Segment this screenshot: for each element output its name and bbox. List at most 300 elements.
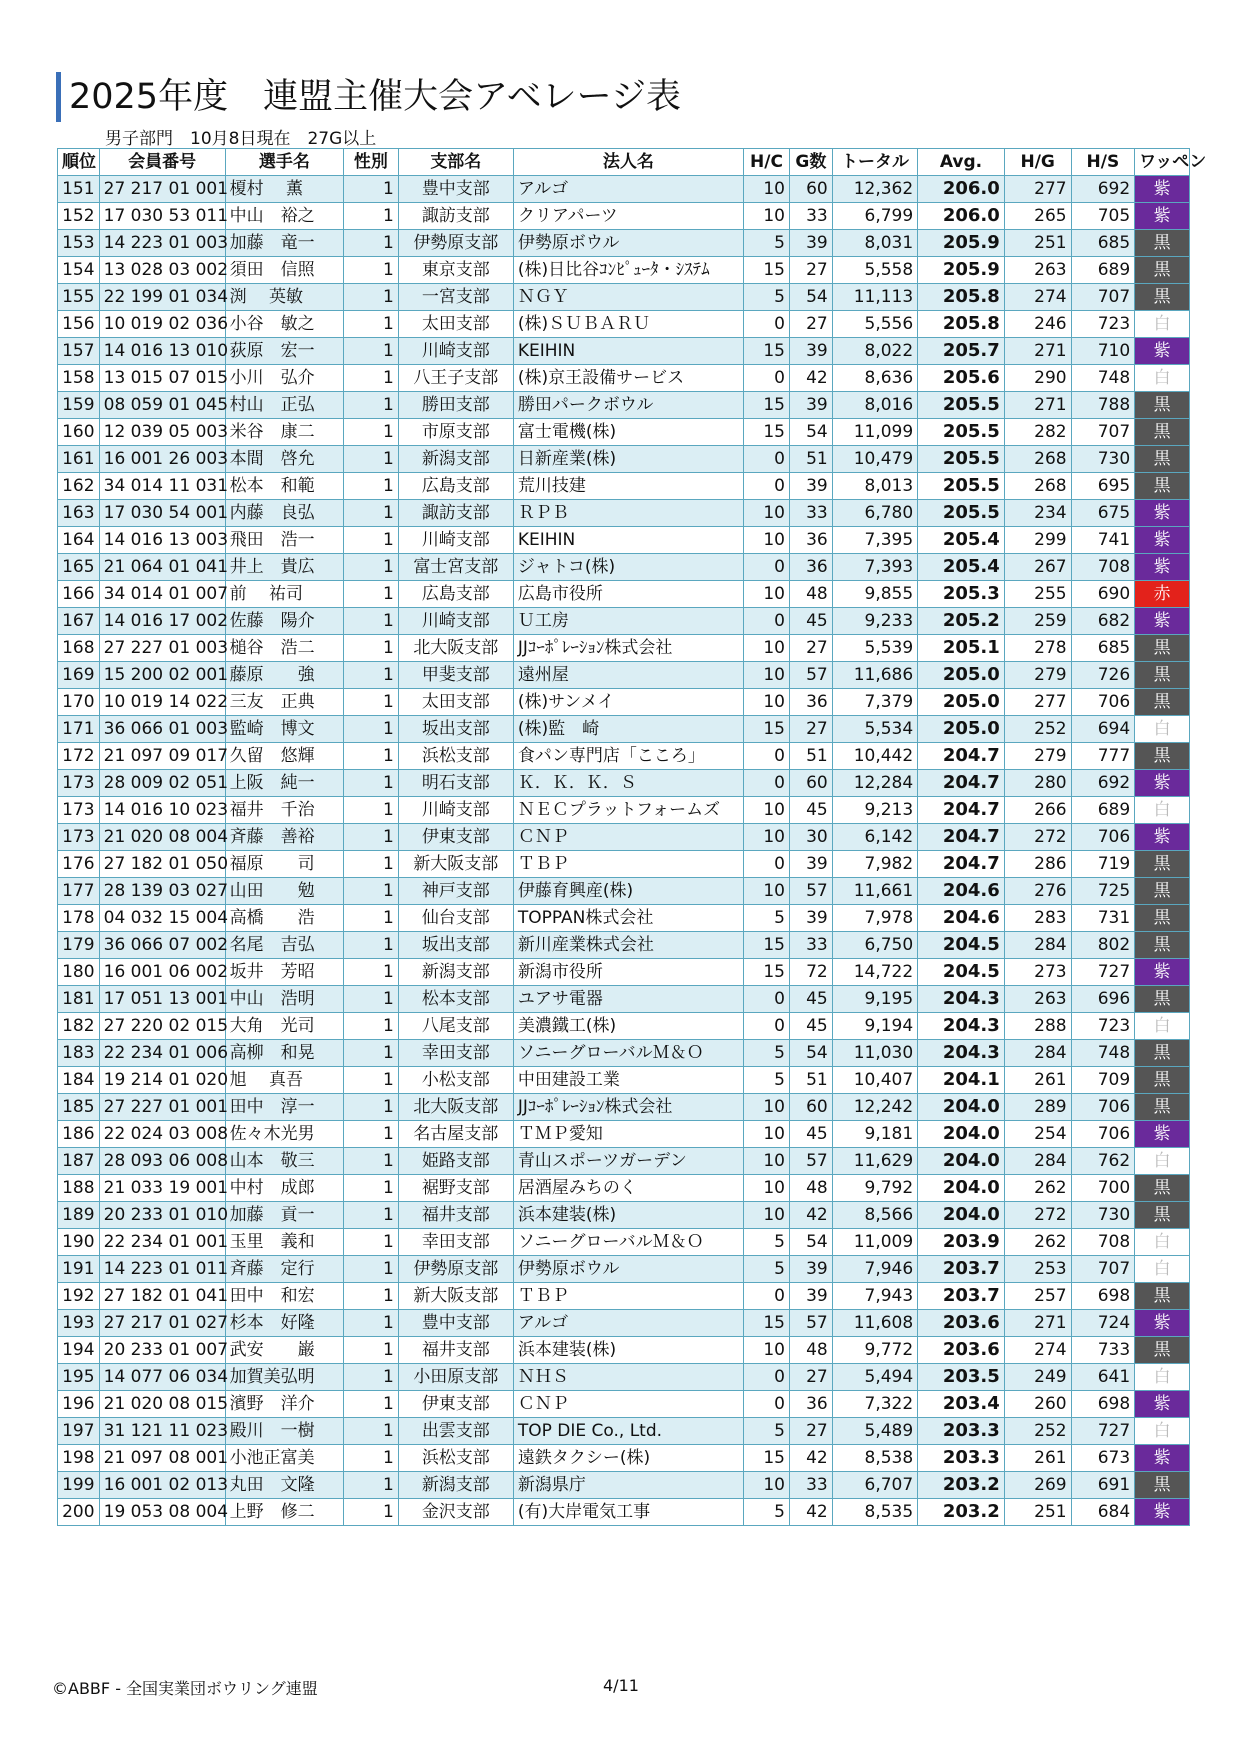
total-cell: 12,242 xyxy=(832,1094,917,1121)
games-cell: 48 xyxy=(789,1337,832,1364)
handicap-cell: 15 xyxy=(743,419,789,446)
player-name-cell: 佐藤 陽介 xyxy=(225,608,343,635)
wappen-badge: 紫 xyxy=(1135,1310,1190,1337)
wappen-badge: 黒 xyxy=(1135,230,1190,257)
high-game-cell: 271 xyxy=(1004,338,1071,365)
company-cell: Ｕ工房 xyxy=(513,608,743,635)
total-cell: 8,535 xyxy=(832,1499,917,1526)
branch-cell: 富士宮支部 xyxy=(398,554,513,581)
high-series-cell: 707 xyxy=(1071,284,1135,311)
company-cell: ＮＥＣプラットフォームズ xyxy=(513,797,743,824)
games-cell: 48 xyxy=(789,1175,832,1202)
high-series-cell: 692 xyxy=(1071,176,1135,203)
average-cell: 205.8 xyxy=(918,311,1005,338)
table-row xyxy=(58,392,1190,419)
gender-cell: 1 xyxy=(344,1283,399,1310)
average-cell: 205.7 xyxy=(918,338,1005,365)
rank-cell: 185 xyxy=(58,1094,100,1121)
high-game-cell: 263 xyxy=(1004,986,1071,1013)
high-series-cell: 692 xyxy=(1071,770,1135,797)
gender-cell: 1 xyxy=(344,1229,399,1256)
handicap-cell: 0 xyxy=(743,851,789,878)
high-series-cell: 698 xyxy=(1071,1391,1135,1418)
high-game-cell: 279 xyxy=(1004,662,1071,689)
high-game-cell: 274 xyxy=(1004,284,1071,311)
high-game-cell: 255 xyxy=(1004,581,1071,608)
member-no-cell: 14 223 01 003 xyxy=(99,230,225,257)
branch-cell: 八王子支部 xyxy=(398,365,513,392)
high-game-cell: 286 xyxy=(1004,851,1071,878)
high-series-cell: 698 xyxy=(1071,1283,1135,1310)
average-cell: 205.9 xyxy=(918,257,1005,284)
average-cell: 204.0 xyxy=(918,1094,1005,1121)
high-game-cell: 265 xyxy=(1004,203,1071,230)
member-no-cell: 27 220 02 015 xyxy=(99,1013,225,1040)
player-name-cell: 前 祐司 xyxy=(225,581,343,608)
high-series-cell: 641 xyxy=(1071,1364,1135,1391)
total-cell: 7,379 xyxy=(832,689,917,716)
handicap-cell: 0 xyxy=(743,365,789,392)
branch-cell: 東京支部 xyxy=(398,257,513,284)
player-name-cell: 福井 千治 xyxy=(225,797,343,824)
high-game-cell: 277 xyxy=(1004,689,1071,716)
player-name-cell: 本間 啓允 xyxy=(225,446,343,473)
high-series-cell: 673 xyxy=(1071,1445,1135,1472)
table-row xyxy=(58,284,1190,311)
average-cell: 205.9 xyxy=(918,230,1005,257)
rank-cell: 196 xyxy=(58,1391,100,1418)
rank-cell: 152 xyxy=(58,203,100,230)
company-cell: ＣＮＰ xyxy=(513,824,743,851)
high-game-cell: 290 xyxy=(1004,365,1071,392)
gender-cell: 1 xyxy=(344,608,399,635)
rank-cell: 178 xyxy=(58,905,100,932)
high-game-cell: 278 xyxy=(1004,635,1071,662)
company-cell: TOP DIE Co., Ltd. xyxy=(513,1418,743,1445)
company-cell: ＲＰＢ xyxy=(513,500,743,527)
company-cell: クリアパーツ xyxy=(513,203,743,230)
wappen-badge: 黒 xyxy=(1135,986,1190,1013)
high-series-cell: 748 xyxy=(1071,1040,1135,1067)
games-cell: 33 xyxy=(789,932,832,959)
gender-cell: 1 xyxy=(344,797,399,824)
company-cell: アルゴ xyxy=(513,1310,743,1337)
gender-cell: 1 xyxy=(344,257,399,284)
games-cell: 36 xyxy=(789,527,832,554)
wappen-badge: 白 xyxy=(1135,1256,1190,1283)
gender-cell: 1 xyxy=(344,1040,399,1067)
games-cell: 57 xyxy=(789,1148,832,1175)
company-cell: ＴＢＰ xyxy=(513,851,743,878)
average-cell: 204.3 xyxy=(918,1013,1005,1040)
company-cell: ＣＮＰ xyxy=(513,1391,743,1418)
wappen-badge: 黒 xyxy=(1135,1283,1190,1310)
company-cell: (株)ＳＵＢＡＲＵ xyxy=(513,311,743,338)
wappen-badge: 紫 xyxy=(1135,608,1190,635)
rank-cell: 161 xyxy=(58,446,100,473)
player-name-cell: 加藤 竜一 xyxy=(225,230,343,257)
player-name-cell: 佐々木光男 xyxy=(225,1121,343,1148)
player-name-cell: 高柳 和晃 xyxy=(225,1040,343,1067)
player-name-cell: 斉藤 定行 xyxy=(225,1256,343,1283)
high-game-cell: 251 xyxy=(1004,1499,1071,1526)
high-series-cell: 706 xyxy=(1071,824,1135,851)
total-cell: 11,629 xyxy=(832,1148,917,1175)
high-series-cell: 724 xyxy=(1071,1310,1135,1337)
member-no-cell: 16 001 02 013 xyxy=(99,1472,225,1499)
branch-cell: 太田支部 xyxy=(398,689,513,716)
player-name-cell: 榎村 薫 xyxy=(225,176,343,203)
gender-cell: 1 xyxy=(344,851,399,878)
high-series-cell: 762 xyxy=(1071,1148,1135,1175)
member-no-cell: 21 020 08 004 xyxy=(99,824,225,851)
wappen-badge: 黒 xyxy=(1135,419,1190,446)
games-cell: 45 xyxy=(789,1013,832,1040)
total-cell: 8,636 xyxy=(832,365,917,392)
games-cell: 33 xyxy=(789,500,832,527)
handicap-cell: 5 xyxy=(743,1067,789,1094)
high-game-cell: 282 xyxy=(1004,419,1071,446)
company-cell: 食パン専門店「こころ」 xyxy=(513,743,743,770)
gender-cell: 1 xyxy=(344,1202,399,1229)
games-cell: 48 xyxy=(789,581,832,608)
high-game-cell: 284 xyxy=(1004,1148,1071,1175)
member-no-cell: 27 227 01 001 xyxy=(99,1094,225,1121)
member-no-cell: 28 093 06 008 xyxy=(99,1148,225,1175)
high-game-cell: 268 xyxy=(1004,446,1071,473)
branch-cell: 仙台支部 xyxy=(398,905,513,932)
wappen-badge: 黒 xyxy=(1135,1337,1190,1364)
gender-cell: 1 xyxy=(344,878,399,905)
total-cell: 8,538 xyxy=(832,1445,917,1472)
company-cell: ＮＨＳ xyxy=(513,1364,743,1391)
player-name-cell: 玉里 義和 xyxy=(225,1229,343,1256)
games-cell: 45 xyxy=(789,797,832,824)
member-no-cell: 17 030 54 001 xyxy=(99,500,225,527)
gender-cell: 1 xyxy=(344,500,399,527)
total-cell: 8,031 xyxy=(832,230,917,257)
handicap-cell: 10 xyxy=(743,527,789,554)
wappen-badge: 白 xyxy=(1135,311,1190,338)
rank-cell: 193 xyxy=(58,1310,100,1337)
company-cell: 富士電機(株) xyxy=(513,419,743,446)
table-row xyxy=(58,1445,1190,1472)
table-row xyxy=(58,1040,1190,1067)
rank-cell: 198 xyxy=(58,1445,100,1472)
average-cell: 204.6 xyxy=(918,905,1005,932)
branch-cell: 坂出支部 xyxy=(398,716,513,743)
handicap-cell: 0 xyxy=(743,986,789,1013)
wappen-badge: 黒 xyxy=(1135,662,1190,689)
games-cell: 60 xyxy=(789,1094,832,1121)
table-row xyxy=(58,311,1190,338)
player-name-cell: 三友 正典 xyxy=(225,689,343,716)
player-name-cell: 米谷 康二 xyxy=(225,419,343,446)
average-cell: 205.3 xyxy=(918,581,1005,608)
table-row xyxy=(58,1202,1190,1229)
total-cell: 11,099 xyxy=(832,419,917,446)
table-row xyxy=(58,797,1190,824)
company-cell: ジャトコ(株) xyxy=(513,554,743,581)
rank-cell: 166 xyxy=(58,581,100,608)
rank-cell: 168 xyxy=(58,635,100,662)
gender-cell: 1 xyxy=(344,635,399,662)
high-game-cell: 234 xyxy=(1004,500,1071,527)
rank-cell: 151 xyxy=(58,176,100,203)
member-no-cell: 20 233 01 007 xyxy=(99,1337,225,1364)
company-cell: 日新産業(株) xyxy=(513,446,743,473)
player-name-cell: 村山 正弘 xyxy=(225,392,343,419)
wappen-badge: 黒 xyxy=(1135,446,1190,473)
branch-cell: 川崎支部 xyxy=(398,797,513,824)
average-cell: 205.8 xyxy=(918,284,1005,311)
member-no-cell: 16 001 26 003 xyxy=(99,446,225,473)
member-no-cell: 22 024 03 008 xyxy=(99,1121,225,1148)
games-cell: 42 xyxy=(789,1445,832,1472)
total-cell: 7,393 xyxy=(832,554,917,581)
company-cell: TOPPAN株式会社 xyxy=(513,905,743,932)
company-cell: 浜本建装(株) xyxy=(513,1337,743,1364)
total-cell: 9,772 xyxy=(832,1337,917,1364)
handicap-cell: 0 xyxy=(743,1391,789,1418)
total-cell: 5,534 xyxy=(832,716,917,743)
rank-cell: 173 xyxy=(58,797,100,824)
total-cell: 7,322 xyxy=(832,1391,917,1418)
wappen-badge: 黒 xyxy=(1135,851,1190,878)
wappen-badge: 黒 xyxy=(1135,905,1190,932)
member-no-cell: 21 097 08 001 xyxy=(99,1445,225,1472)
games-cell: 54 xyxy=(789,419,832,446)
gender-cell: 1 xyxy=(344,338,399,365)
company-cell: KEIHIN xyxy=(513,527,743,554)
rank-cell: 171 xyxy=(58,716,100,743)
high-series-cell: 723 xyxy=(1071,311,1135,338)
rank-cell: 155 xyxy=(58,284,100,311)
table-row xyxy=(58,932,1190,959)
player-name-cell: 渕 英敏 xyxy=(225,284,343,311)
rank-cell: 192 xyxy=(58,1283,100,1310)
average-cell: 204.7 xyxy=(918,824,1005,851)
high-series-cell: 707 xyxy=(1071,419,1135,446)
handicap-cell: 10 xyxy=(743,797,789,824)
company-cell: ソニーグローバルＭ＆Ｏ xyxy=(513,1040,743,1067)
high-game-cell: 274 xyxy=(1004,1337,1071,1364)
wappen-badge: 紫 xyxy=(1135,500,1190,527)
rank-cell: 157 xyxy=(58,338,100,365)
rank-cell: 165 xyxy=(58,554,100,581)
gender-cell: 1 xyxy=(344,392,399,419)
wappen-badge: 黒 xyxy=(1135,1067,1190,1094)
high-series-cell: 719 xyxy=(1071,851,1135,878)
wappen-badge: 紫 xyxy=(1135,824,1190,851)
high-series-cell: 685 xyxy=(1071,635,1135,662)
rank-cell: 173 xyxy=(58,824,100,851)
member-no-cell: 27 217 01 027 xyxy=(99,1310,225,1337)
games-cell: 39 xyxy=(789,851,832,878)
branch-cell: 福井支部 xyxy=(398,1337,513,1364)
total-cell: 11,686 xyxy=(832,662,917,689)
member-no-cell: 13 028 03 002 xyxy=(99,257,225,284)
high-game-cell: 249 xyxy=(1004,1364,1071,1391)
header-average: Avg. xyxy=(918,149,1005,176)
wappen-badge: 赤 xyxy=(1135,581,1190,608)
total-cell: 5,489 xyxy=(832,1418,917,1445)
high-series-cell: 706 xyxy=(1071,1121,1135,1148)
table-row xyxy=(58,581,1190,608)
average-cell: 203.2 xyxy=(918,1499,1005,1526)
branch-cell: 北大阪支部 xyxy=(398,1094,513,1121)
member-no-cell: 27 182 01 041 xyxy=(99,1283,225,1310)
company-cell: 新潟市役所 xyxy=(513,959,743,986)
games-cell: 60 xyxy=(789,770,832,797)
branch-cell: 出雲支部 xyxy=(398,1418,513,1445)
player-name-cell: 内藤 良弘 xyxy=(225,500,343,527)
high-series-cell: 723 xyxy=(1071,1013,1135,1040)
player-name-cell: 殿川 一樹 xyxy=(225,1418,343,1445)
rank-cell: 200 xyxy=(58,1499,100,1526)
player-name-cell: 坂井 芳昭 xyxy=(225,959,343,986)
games-cell: 72 xyxy=(789,959,832,986)
total-cell: 11,661 xyxy=(832,878,917,905)
wappen-badge: 白 xyxy=(1135,1229,1190,1256)
handicap-cell: 0 xyxy=(743,473,789,500)
gender-cell: 1 xyxy=(344,716,399,743)
high-series-cell: 690 xyxy=(1071,581,1135,608)
average-cell: 204.1 xyxy=(918,1067,1005,1094)
branch-cell: 名古屋支部 xyxy=(398,1121,513,1148)
table-row xyxy=(58,1337,1190,1364)
games-cell: 60 xyxy=(789,176,832,203)
member-no-cell: 22 234 01 006 xyxy=(99,1040,225,1067)
handicap-cell: 10 xyxy=(743,1094,789,1121)
rank-cell: 181 xyxy=(58,986,100,1013)
handicap-cell: 15 xyxy=(743,338,789,365)
table-row xyxy=(58,1418,1190,1445)
company-cell: ＴＢＰ xyxy=(513,1283,743,1310)
branch-cell: 諏訪支部 xyxy=(398,500,513,527)
average-cell: 206.0 xyxy=(918,176,1005,203)
branch-cell: 豊中支部 xyxy=(398,1310,513,1337)
high-game-cell: 246 xyxy=(1004,311,1071,338)
table-row xyxy=(58,608,1190,635)
wappen-badge: 黒 xyxy=(1135,284,1190,311)
games-cell: 39 xyxy=(789,905,832,932)
games-cell: 27 xyxy=(789,311,832,338)
header-total: トータル xyxy=(832,149,917,176)
average-cell: 203.4 xyxy=(918,1391,1005,1418)
table-row xyxy=(58,1472,1190,1499)
branch-cell: 勝田支部 xyxy=(398,392,513,419)
rank-cell: 162 xyxy=(58,473,100,500)
page-title: 2025年度 連盟主催大会アベレージ表 xyxy=(56,72,681,122)
games-cell: 27 xyxy=(789,1364,832,1391)
handicap-cell: 15 xyxy=(743,1445,789,1472)
games-cell: 39 xyxy=(789,392,832,419)
average-cell: 205.0 xyxy=(918,716,1005,743)
games-cell: 51 xyxy=(789,1067,832,1094)
company-cell: (株)日比谷ｺﾝﾋﾟｭｰﾀ・ｼｽﾃﾑ xyxy=(513,257,743,284)
games-cell: 42 xyxy=(789,365,832,392)
table-row xyxy=(58,878,1190,905)
total-cell: 12,284 xyxy=(832,770,917,797)
member-no-cell: 27 217 01 001 xyxy=(99,176,225,203)
handicap-cell: 10 xyxy=(743,824,789,851)
high-game-cell: 273 xyxy=(1004,959,1071,986)
games-cell: 36 xyxy=(789,554,832,581)
table-row xyxy=(58,986,1190,1013)
rank-cell: 163 xyxy=(58,500,100,527)
member-no-cell: 28 139 03 027 xyxy=(99,878,225,905)
branch-cell: 一宮支部 xyxy=(398,284,513,311)
high-game-cell: 271 xyxy=(1004,1310,1071,1337)
total-cell: 6,799 xyxy=(832,203,917,230)
gender-cell: 1 xyxy=(344,986,399,1013)
table-row xyxy=(58,230,1190,257)
wappen-badge: 黒 xyxy=(1135,1094,1190,1121)
table-row xyxy=(58,419,1190,446)
gender-cell: 1 xyxy=(344,1121,399,1148)
branch-cell: 小松支部 xyxy=(398,1067,513,1094)
player-name-cell: 松本 和範 xyxy=(225,473,343,500)
average-cell: 204.5 xyxy=(918,932,1005,959)
handicap-cell: 10 xyxy=(743,1148,789,1175)
wappen-badge: 紫 xyxy=(1135,176,1190,203)
rank-cell: 182 xyxy=(58,1013,100,1040)
wappen-badge: 紫 xyxy=(1135,203,1190,230)
header-player-name: 選手名 xyxy=(225,149,343,176)
high-game-cell: 284 xyxy=(1004,1040,1071,1067)
branch-cell: 八尾支部 xyxy=(398,1013,513,1040)
company-cell: 新潟県庁 xyxy=(513,1472,743,1499)
high-game-cell: 252 xyxy=(1004,716,1071,743)
total-cell: 7,946 xyxy=(832,1256,917,1283)
gender-cell: 1 xyxy=(344,1067,399,1094)
table-row xyxy=(58,770,1190,797)
player-name-cell: 中山 裕之 xyxy=(225,203,343,230)
member-no-cell: 17 051 13 001 xyxy=(99,986,225,1013)
games-cell: 36 xyxy=(789,1391,832,1418)
table-row xyxy=(58,1013,1190,1040)
high-game-cell: 277 xyxy=(1004,176,1071,203)
table-row xyxy=(58,1094,1190,1121)
gender-cell: 1 xyxy=(344,1499,399,1526)
games-cell: 33 xyxy=(789,1472,832,1499)
member-no-cell: 34 014 11 031 xyxy=(99,473,225,500)
handicap-cell: 0 xyxy=(743,608,789,635)
average-cell: 204.7 xyxy=(918,770,1005,797)
wappen-badge: 黒 xyxy=(1135,473,1190,500)
handicap-cell: 10 xyxy=(743,689,789,716)
gender-cell: 1 xyxy=(344,203,399,230)
header-branch: 支部名 xyxy=(398,149,513,176)
member-no-cell: 10 019 02 036 xyxy=(99,311,225,338)
branch-cell: 甲斐支部 xyxy=(398,662,513,689)
high-series-cell: 705 xyxy=(1071,203,1135,230)
rank-cell: 187 xyxy=(58,1148,100,1175)
branch-cell: 坂出支部 xyxy=(398,932,513,959)
high-series-cell: 708 xyxy=(1071,1229,1135,1256)
player-name-cell: 山田 勉 xyxy=(225,878,343,905)
rank-cell: 186 xyxy=(58,1121,100,1148)
table-header-row xyxy=(58,149,1190,176)
rank-cell: 172 xyxy=(58,743,100,770)
branch-cell: 広島支部 xyxy=(398,473,513,500)
table-row xyxy=(58,1256,1190,1283)
high-game-cell: 251 xyxy=(1004,230,1071,257)
header-company: 法人名 xyxy=(513,149,743,176)
handicap-cell: 0 xyxy=(743,1013,789,1040)
rank-cell: 170 xyxy=(58,689,100,716)
